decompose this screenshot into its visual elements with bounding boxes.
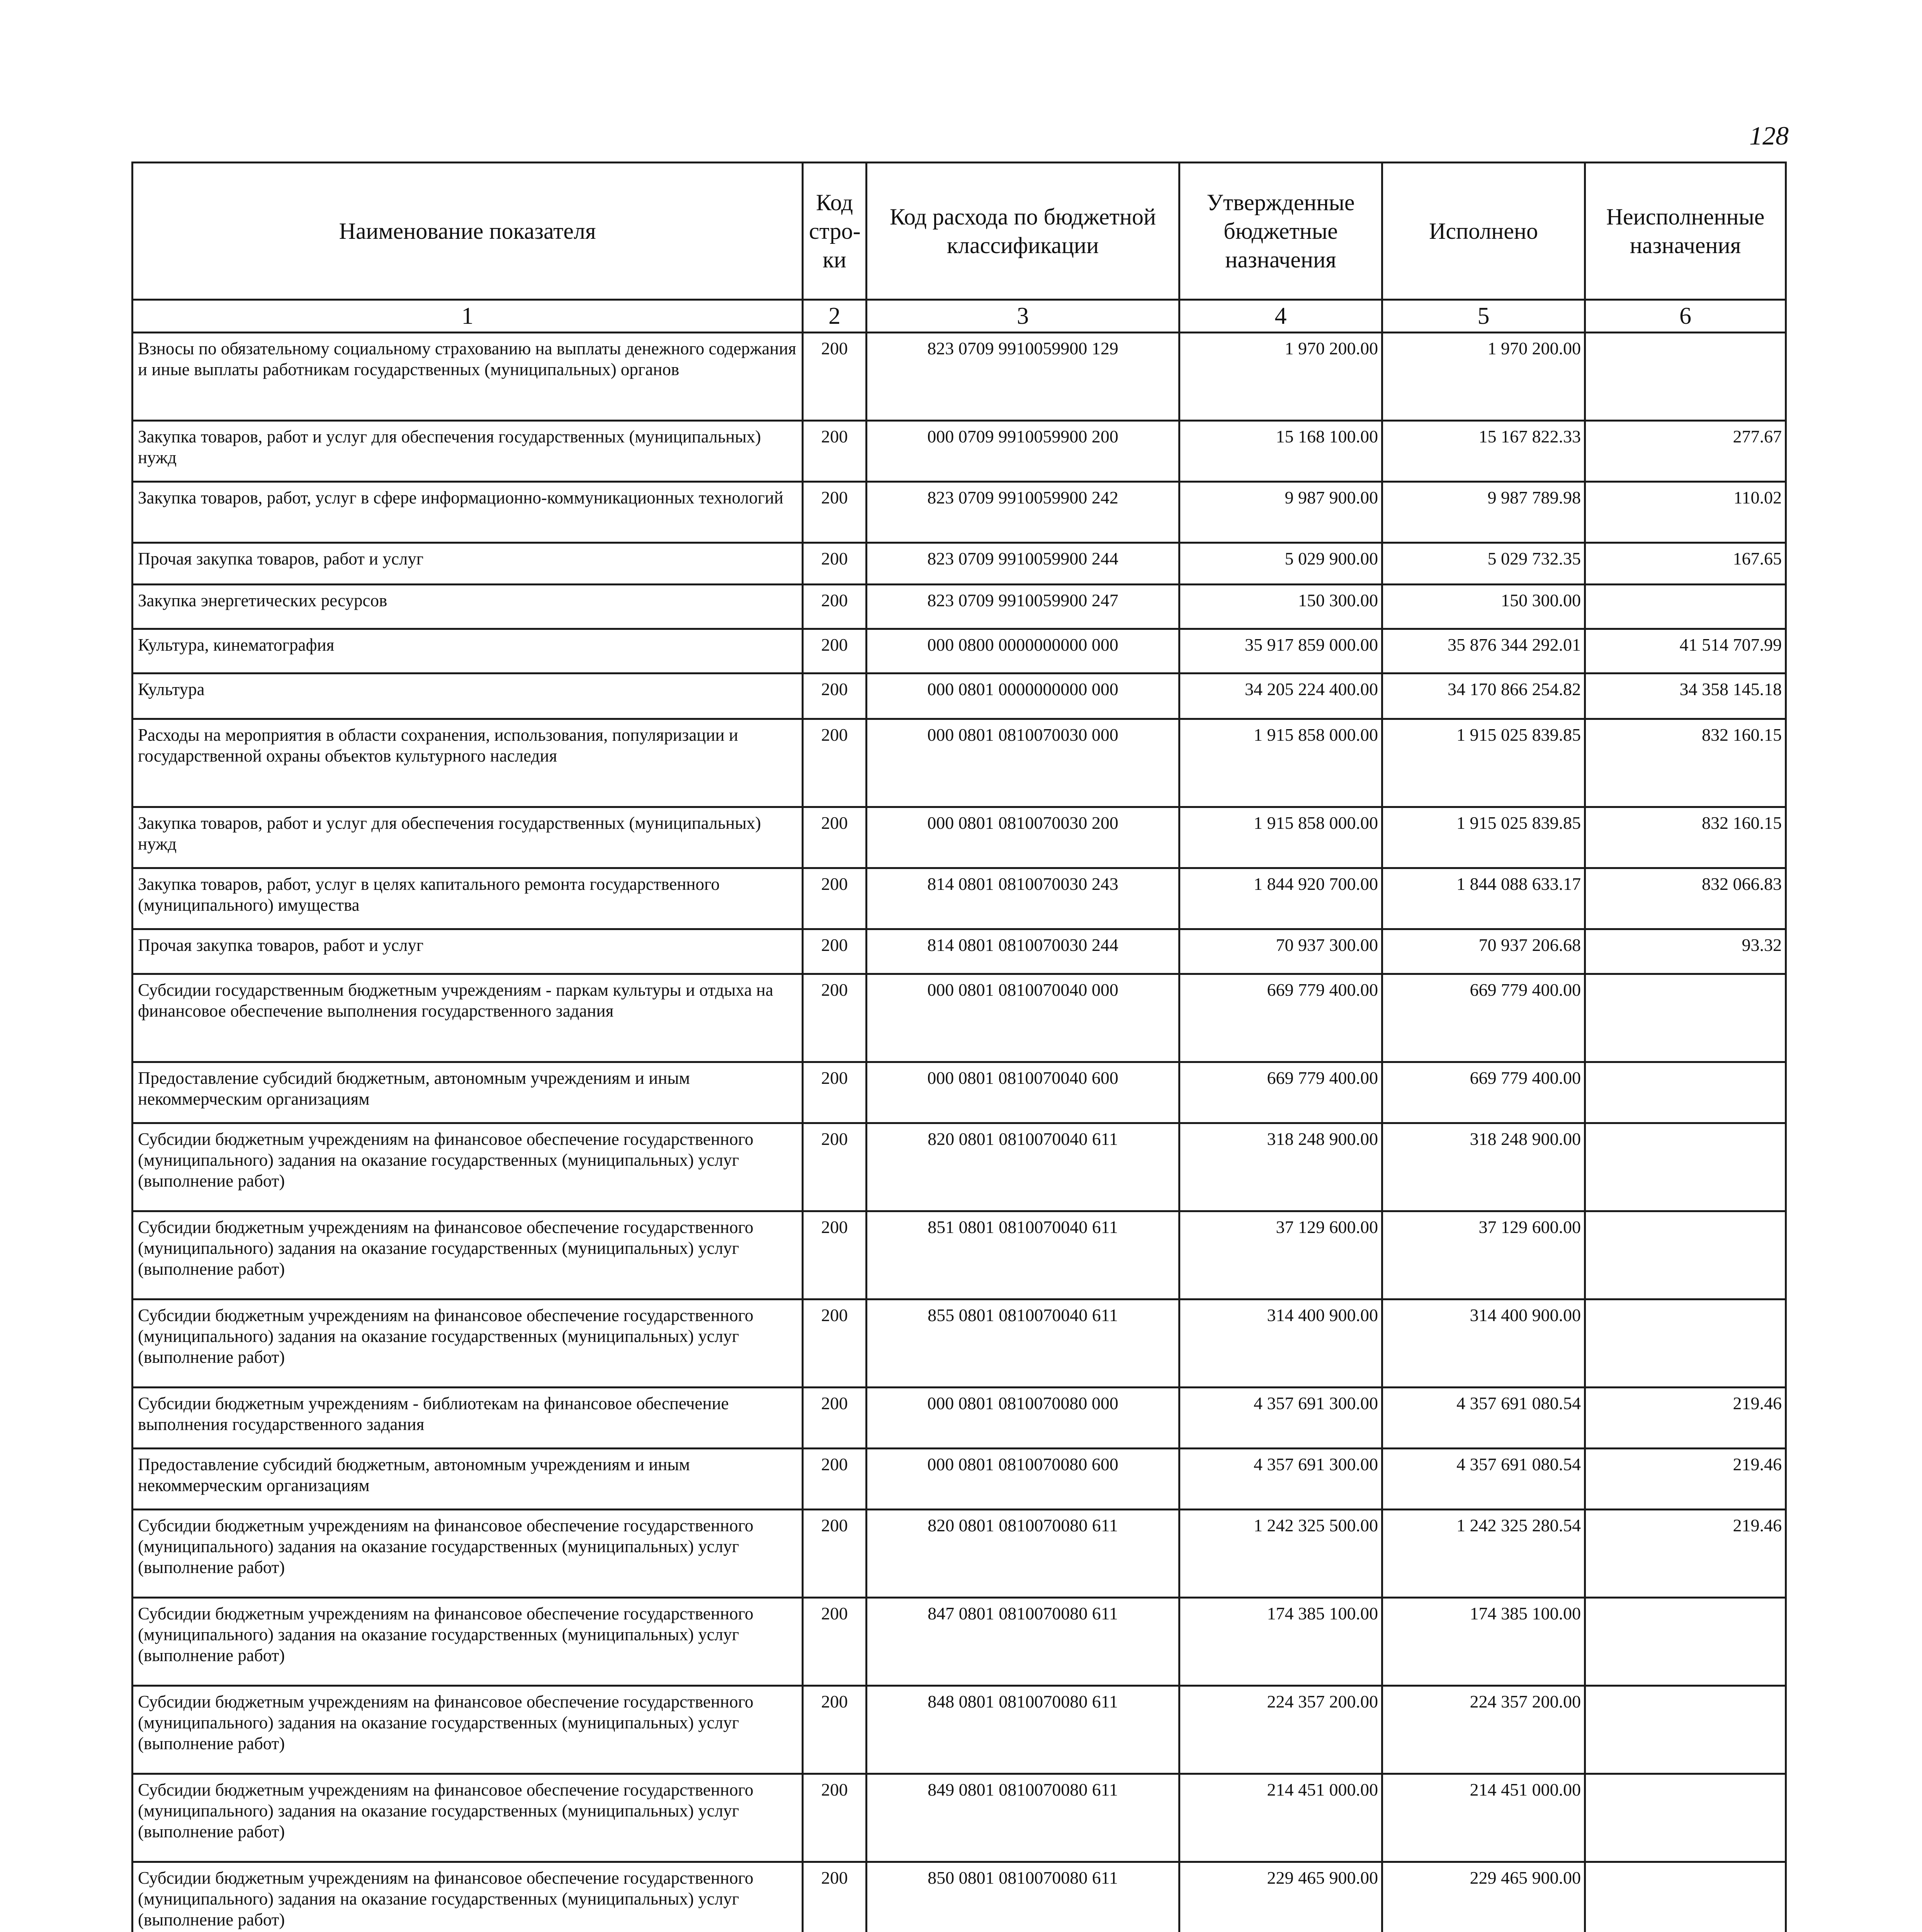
executed-amount: 1 844 088 633.17 — [1382, 868, 1585, 929]
approved-amount: 174 385 100.00 — [1179, 1598, 1382, 1686]
indicator-name: Закупка товаров, работ, услуг в сфере информационно-коммуникационных технологий — [133, 482, 803, 543]
table-row — [133, 1123, 1786, 1211]
indicator-name: Культура, кинематография — [133, 629, 803, 673]
executed-amount: 34 170 866 254.82 — [1382, 673, 1585, 719]
unexecuted-amount — [1585, 1299, 1786, 1388]
page-number: 128 — [1749, 121, 1789, 150]
line-code: 200 — [803, 1062, 867, 1123]
table-row — [133, 1299, 1786, 1388]
line-code: 200 — [803, 629, 867, 673]
approved-amount: 318 248 900.00 — [1179, 1123, 1382, 1211]
executed-amount: 70 937 206.68 — [1382, 929, 1585, 974]
executed-amount: 1 242 325 280.54 — [1382, 1510, 1585, 1598]
approved-amount: 314 400 900.00 — [1179, 1299, 1382, 1388]
table-row — [133, 1388, 1786, 1449]
line-code: 200 — [803, 673, 867, 719]
table-row — [133, 629, 1786, 673]
line-code: 200 — [803, 1211, 867, 1299]
table-row — [133, 482, 1786, 543]
executed-amount: 37 129 600.00 — [1382, 1211, 1585, 1299]
column-header-unexecuted: Неисполненные назначения — [1585, 163, 1786, 300]
unexecuted-amount: 832 160.15 — [1585, 719, 1786, 807]
budget-code: 000 0801 0810070080 600 — [867, 1449, 1179, 1510]
line-code: 200 — [803, 1774, 867, 1862]
approved-amount: 669 779 400.00 — [1179, 974, 1382, 1062]
executed-amount: 174 385 100.00 — [1382, 1598, 1585, 1686]
table-row — [133, 1774, 1786, 1862]
column-header-line-code: Код стро-ки — [803, 163, 867, 300]
budget-code: 848 0801 0810070080 611 — [867, 1686, 1179, 1774]
budget-code: 823 0709 9910059900 244 — [867, 543, 1179, 585]
budget-code: 000 0800 0000000000 000 — [867, 629, 1179, 673]
table-row — [133, 719, 1786, 807]
column-index: 5 — [1382, 300, 1585, 333]
budget-code: 000 0801 0810070040 600 — [867, 1062, 1179, 1123]
indicator-name: Прочая закупка товаров, работ и услуг — [133, 543, 803, 585]
unexecuted-amount — [1585, 1774, 1786, 1862]
unexecuted-amount — [1585, 1211, 1786, 1299]
executed-amount: 5 029 732.35 — [1382, 543, 1585, 585]
column-header-approved: Утвержденные бюджетные назначения — [1179, 163, 1382, 300]
budget-execution-table — [131, 162, 1787, 1932]
budget-code: 847 0801 0810070080 611 — [867, 1598, 1179, 1686]
executed-amount: 1 970 200.00 — [1382, 333, 1585, 421]
table-row — [133, 868, 1786, 929]
line-code: 200 — [803, 1299, 867, 1388]
unexecuted-amount — [1585, 333, 1786, 421]
approved-amount: 15 168 100.00 — [1179, 421, 1382, 482]
column-header-budget-code: Код расхода по бюджетной классификации — [867, 163, 1179, 300]
table-body — [133, 333, 1786, 1932]
budget-code: 855 0801 0810070040 611 — [867, 1299, 1179, 1388]
indicator-name: Взносы по обязательному социальному страхованию на выплаты денежного содержания и иные выплаты работникам государственных (муниципальных) органов — [133, 333, 803, 421]
approved-amount: 35 917 859 000.00 — [1179, 629, 1382, 673]
line-code: 200 — [803, 1388, 867, 1449]
approved-amount: 1 242 325 500.00 — [1179, 1510, 1382, 1598]
line-code: 200 — [803, 974, 867, 1062]
line-code: 200 — [803, 929, 867, 974]
line-code: 200 — [803, 868, 867, 929]
approved-amount: 70 937 300.00 — [1179, 929, 1382, 974]
table-row — [133, 543, 1786, 585]
column-index: 3 — [867, 300, 1179, 333]
executed-amount: 15 167 822.33 — [1382, 421, 1585, 482]
executed-amount: 9 987 789.98 — [1382, 482, 1585, 543]
unexecuted-amount — [1585, 1686, 1786, 1774]
approved-amount: 4 357 691 300.00 — [1179, 1388, 1382, 1449]
column-header-name: Наименование показателя — [133, 163, 803, 300]
approved-amount: 1 844 920 700.00 — [1179, 868, 1382, 929]
unexecuted-amount: 110.02 — [1585, 482, 1786, 543]
indicator-name: Субсидии бюджетным учреждениям на финансовое обеспечение государственного (муниципального) задания на оказание государственных (муниципальных) услуг (выполнение работ) — [133, 1862, 803, 1932]
table-row — [133, 1510, 1786, 1598]
column-index: 1 — [133, 300, 803, 333]
approved-amount: 1 970 200.00 — [1179, 333, 1382, 421]
table-row — [133, 333, 1786, 421]
table-row — [133, 1598, 1786, 1686]
indicator-name: Субсидии бюджетным учреждениям - библиотекам на финансовое обеспечение выполнения государственного задания — [133, 1388, 803, 1449]
budget-code: 000 0801 0810070080 000 — [867, 1388, 1179, 1449]
indicator-name: Субсидии бюджетным учреждениям на финансовое обеспечение государственного (муниципального) задания на оказание государственных (муниципальных) услуг (выполнение работ) — [133, 1510, 803, 1598]
unexecuted-amount — [1585, 1062, 1786, 1123]
executed-amount: 314 400 900.00 — [1382, 1299, 1585, 1388]
column-index-row — [133, 300, 1786, 333]
budget-code: 823 0709 9910059900 247 — [867, 585, 1179, 629]
executed-amount: 1 915 025 839.85 — [1382, 807, 1585, 868]
unexecuted-amount: 219.46 — [1585, 1388, 1786, 1449]
approved-amount: 5 029 900.00 — [1179, 543, 1382, 585]
indicator-name: Субсидии бюджетным учреждениям на финансовое обеспечение государственного (муниципального) задания на оказание государственных (муниципальных) услуг (выполнение работ) — [133, 1211, 803, 1299]
table-row — [133, 673, 1786, 719]
unexecuted-amount — [1585, 1598, 1786, 1686]
column-index: 6 — [1585, 300, 1786, 333]
line-code: 200 — [803, 807, 867, 868]
approved-amount: 9 987 900.00 — [1179, 482, 1382, 543]
budget-code: 820 0801 0810070040 611 — [867, 1123, 1179, 1211]
unexecuted-amount: 277.67 — [1585, 421, 1786, 482]
indicator-name: Расходы на мероприятия в области сохранения, использования, популяризации и государственной охраны объектов культурного наследия — [133, 719, 803, 807]
approved-amount: 1 915 858 000.00 — [1179, 719, 1382, 807]
line-code: 200 — [803, 1510, 867, 1598]
column-index: 4 — [1179, 300, 1382, 333]
approved-amount: 4 357 691 300.00 — [1179, 1449, 1382, 1510]
line-code: 200 — [803, 1449, 867, 1510]
indicator-name: Закупка энергетических ресурсов — [133, 585, 803, 629]
column-header-row — [133, 163, 1786, 300]
executed-amount: 214 451 000.00 — [1382, 1774, 1585, 1862]
table-row — [133, 1449, 1786, 1510]
indicator-name: Закупка товаров, работ, услуг в целях капитального ремонта государственного (муниципального) имущества — [133, 868, 803, 929]
table-row — [133, 1862, 1786, 1932]
approved-amount: 1 915 858 000.00 — [1179, 807, 1382, 868]
approved-amount: 669 779 400.00 — [1179, 1062, 1382, 1123]
executed-amount: 35 876 344 292.01 — [1382, 629, 1585, 673]
table-row — [133, 1686, 1786, 1774]
indicator-name: Субсидии бюджетным учреждениям на финансовое обеспечение государственного (муниципального) задания на оказание государственных (муниципальных) услуг (выполнение работ) — [133, 1598, 803, 1686]
executed-amount: 224 357 200.00 — [1382, 1686, 1585, 1774]
line-code: 200 — [803, 1123, 867, 1211]
indicator-name: Субсидии государственным бюджетным учреждениям - паркам культуры и отдыха на финансовое обеспечение выполнения государственного задания — [133, 974, 803, 1062]
budget-code: 000 0801 0810070030 200 — [867, 807, 1179, 868]
unexecuted-amount — [1585, 585, 1786, 629]
unexecuted-amount: 832 066.83 — [1585, 868, 1786, 929]
line-code: 200 — [803, 482, 867, 543]
column-header-executed: Исполнено — [1382, 163, 1585, 300]
budget-code: 000 0709 9910059900 200 — [867, 421, 1179, 482]
budget-code: 849 0801 0810070080 611 — [867, 1774, 1179, 1862]
indicator-name: Субсидии бюджетным учреждениям на финансовое обеспечение государственного (муниципального) задания на оказание государственных (муниципальных) услуг (выполнение работ) — [133, 1299, 803, 1388]
budget-code: 850 0801 0810070080 611 — [867, 1862, 1179, 1932]
budget-code: 823 0709 9910059900 129 — [867, 333, 1179, 421]
executed-amount: 229 465 900.00 — [1382, 1862, 1585, 1932]
unexecuted-amount: 167.65 — [1585, 543, 1786, 585]
line-code: 200 — [803, 333, 867, 421]
approved-amount: 150 300.00 — [1179, 585, 1382, 629]
executed-amount: 150 300.00 — [1382, 585, 1585, 629]
budget-code: 814 0801 0810070030 244 — [867, 929, 1179, 974]
executed-amount: 318 248 900.00 — [1382, 1123, 1585, 1211]
indicator-name: Прочая закупка товаров, работ и услуг — [133, 929, 803, 974]
unexecuted-amount: 34 358 145.18 — [1585, 673, 1786, 719]
executed-amount: 669 779 400.00 — [1382, 1062, 1585, 1123]
indicator-name: Культура — [133, 673, 803, 719]
approved-amount: 34 205 224 400.00 — [1179, 673, 1382, 719]
column-index: 2 — [803, 300, 867, 333]
line-code: 200 — [803, 543, 867, 585]
budget-code: 000 0801 0810070030 000 — [867, 719, 1179, 807]
approved-amount: 229 465 900.00 — [1179, 1862, 1382, 1932]
line-code: 200 — [803, 719, 867, 807]
indicator-name: Субсидии бюджетным учреждениям на финансовое обеспечение государственного (муниципального) задания на оказание государственных (муниципальных) услуг (выполнение работ) — [133, 1123, 803, 1211]
unexecuted-amount: 219.46 — [1585, 1510, 1786, 1598]
unexecuted-amount — [1585, 1123, 1786, 1211]
budget-code: 000 0801 0810070040 000 — [867, 974, 1179, 1062]
budget-code: 000 0801 0000000000 000 — [867, 673, 1179, 719]
executed-amount: 4 357 691 080.54 — [1382, 1388, 1585, 1449]
indicator-name: Субсидии бюджетным учреждениям на финансовое обеспечение государственного (муниципального) задания на оказание государственных (муниципальных) услуг (выполнение работ) — [133, 1774, 803, 1862]
budget-code: 823 0709 9910059900 242 — [867, 482, 1179, 543]
unexecuted-amount: 832 160.15 — [1585, 807, 1786, 868]
table-row — [133, 585, 1786, 629]
unexecuted-amount: 219.46 — [1585, 1449, 1786, 1510]
table-row — [133, 807, 1786, 868]
indicator-name: Закупка товаров, работ и услуг для обеспечения государственных (муниципальных) нужд — [133, 807, 803, 868]
unexecuted-amount — [1585, 1862, 1786, 1932]
unexecuted-amount: 41 514 707.99 — [1585, 629, 1786, 673]
table-row — [133, 421, 1786, 482]
indicator-name: Субсидии бюджетным учреждениям на финансовое обеспечение государственного (муниципального) задания на оказание государственных (муниципальных) услуг (выполнение работ) — [133, 1686, 803, 1774]
executed-amount: 1 915 025 839.85 — [1382, 719, 1585, 807]
approved-amount: 224 357 200.00 — [1179, 1686, 1382, 1774]
budget-code: 814 0801 0810070030 243 — [867, 868, 1179, 929]
budget-code: 851 0801 0810070040 611 — [867, 1211, 1179, 1299]
table-row — [133, 929, 1786, 974]
line-code: 200 — [803, 1598, 867, 1686]
approved-amount: 37 129 600.00 — [1179, 1211, 1382, 1299]
table-row — [133, 1211, 1786, 1299]
line-code: 200 — [803, 1862, 867, 1932]
approved-amount: 214 451 000.00 — [1179, 1774, 1382, 1862]
executed-amount: 4 357 691 080.54 — [1382, 1449, 1585, 1510]
unexecuted-amount — [1585, 974, 1786, 1062]
line-code: 200 — [803, 1686, 867, 1774]
indicator-name: Закупка товаров, работ и услуг для обеспечения государственных (муниципальных) нужд — [133, 421, 803, 482]
executed-amount: 669 779 400.00 — [1382, 974, 1585, 1062]
line-code: 200 — [803, 585, 867, 629]
budget-code: 820 0801 0810070080 611 — [867, 1510, 1179, 1598]
indicator-name: Предоставление субсидий бюджетным, автономным учреждениям и иным некоммерческим организациям — [133, 1449, 803, 1510]
line-code: 200 — [803, 421, 867, 482]
table-row — [133, 1062, 1786, 1123]
unexecuted-amount: 93.32 — [1585, 929, 1786, 974]
indicator-name: Предоставление субсидий бюджетным, автономным учреждениям и иным некоммерческим организациям — [133, 1062, 803, 1123]
table-row — [133, 974, 1786, 1062]
